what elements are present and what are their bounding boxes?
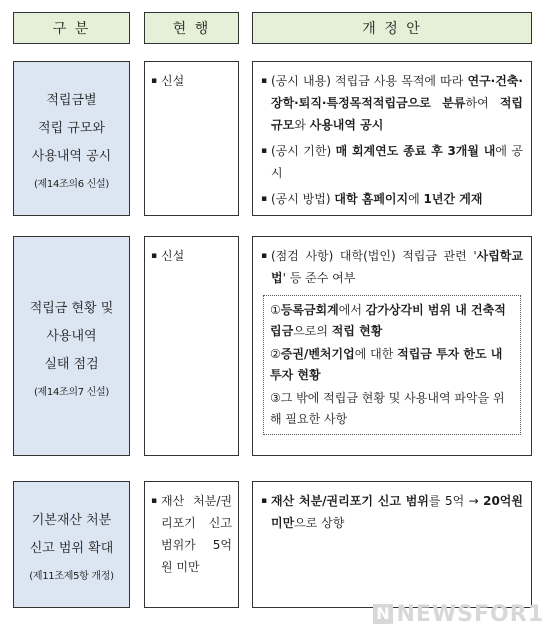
row-label-line: 사용내역 공시: [31, 149, 112, 164]
row-label-line: 적립금 현황 및: [29, 300, 114, 316]
revision-cell-basic-property: [252, 481, 532, 608]
revision-cell-inspection: [252, 236, 532, 456]
revision-item-method: ▪ (공시 방법) 대학 홈페이지에 1년간 게재: [261, 188, 523, 210]
check-subitems-box: [263, 295, 521, 435]
revision-item-check: ▪ (점검 사항) 대학(법인) 적립금 관련 '사립학교법' 등 준수 여부: [261, 245, 523, 289]
header-category: [13, 12, 130, 44]
row-label-inspection: [13, 236, 130, 456]
subitem-2: ②증권/벤처기업에 대한 적립금 투자 한도 내 투자 현황: [270, 347, 503, 382]
header-revision: [252, 12, 532, 44]
watermark-logo-mark: N: [373, 604, 393, 624]
row-label-ref: (제11조제5항 개정): [29, 571, 114, 582]
watermark-text: NEWSFOR1: [396, 602, 544, 627]
current-item: ▪ 신설: [151, 245, 232, 267]
revision-cell-disclosure: [252, 61, 532, 216]
revision-item-content: ▪ (공시 내용) 적립금 사용 목적에 따라 연구·건축·장학·퇴직·특정목적적립금으로 분류하여 적립 규모와 사용내역 공시: [261, 70, 523, 136]
row-label-ref: (제14조의6 신설): [33, 179, 110, 190]
newsforce-watermark: [373, 602, 544, 627]
revision-item-threshold: ▪ 재산 처분/권리포기 신고 범위를 5억 → 20억원 미만으로 상향: [261, 490, 523, 534]
row-label-line: 적립 규모와: [38, 121, 105, 136]
row-label-line: 적립금별: [46, 93, 97, 108]
row-label-ref: (제14조의7 신설): [33, 386, 110, 398]
row-label-line: 기본재산 처분: [31, 513, 112, 528]
current-item: ▪ 신설: [151, 70, 232, 92]
subitem-1: ①등록금회계에서 감가상각비 범위 내 건축적립금으로의 적립 현황: [270, 303, 506, 338]
current-cell-basic-property: [144, 481, 239, 608]
current-cell-inspection: [144, 236, 239, 456]
header-current: [144, 12, 239, 44]
header-revision-label: 개 정 안: [362, 21, 422, 37]
row-label-basic-property: [13, 481, 130, 608]
header-category-label: 구 분: [52, 21, 91, 37]
row-label-line: 실태 점검: [44, 356, 99, 372]
row-label-line: 신고 범위 확대: [29, 541, 114, 556]
header-current-label: 현 행: [172, 21, 211, 37]
row-label-line: 사용내역: [46, 328, 97, 344]
row-label-disclosure: [13, 61, 130, 216]
current-cell-disclosure: [144, 61, 239, 216]
current-item: ▪ 재산 처분/권리포기 신고 범위가 5억 원 미만: [151, 490, 232, 578]
subitem-3: ③그 밖에 적립금 현황 및 사용내역 파악을 위해 필요한 사항: [270, 391, 505, 426]
revision-item-deadline: ▪ (공시 기한) 매 회계연도 종료 후 3개월 내에 공시: [261, 140, 523, 184]
